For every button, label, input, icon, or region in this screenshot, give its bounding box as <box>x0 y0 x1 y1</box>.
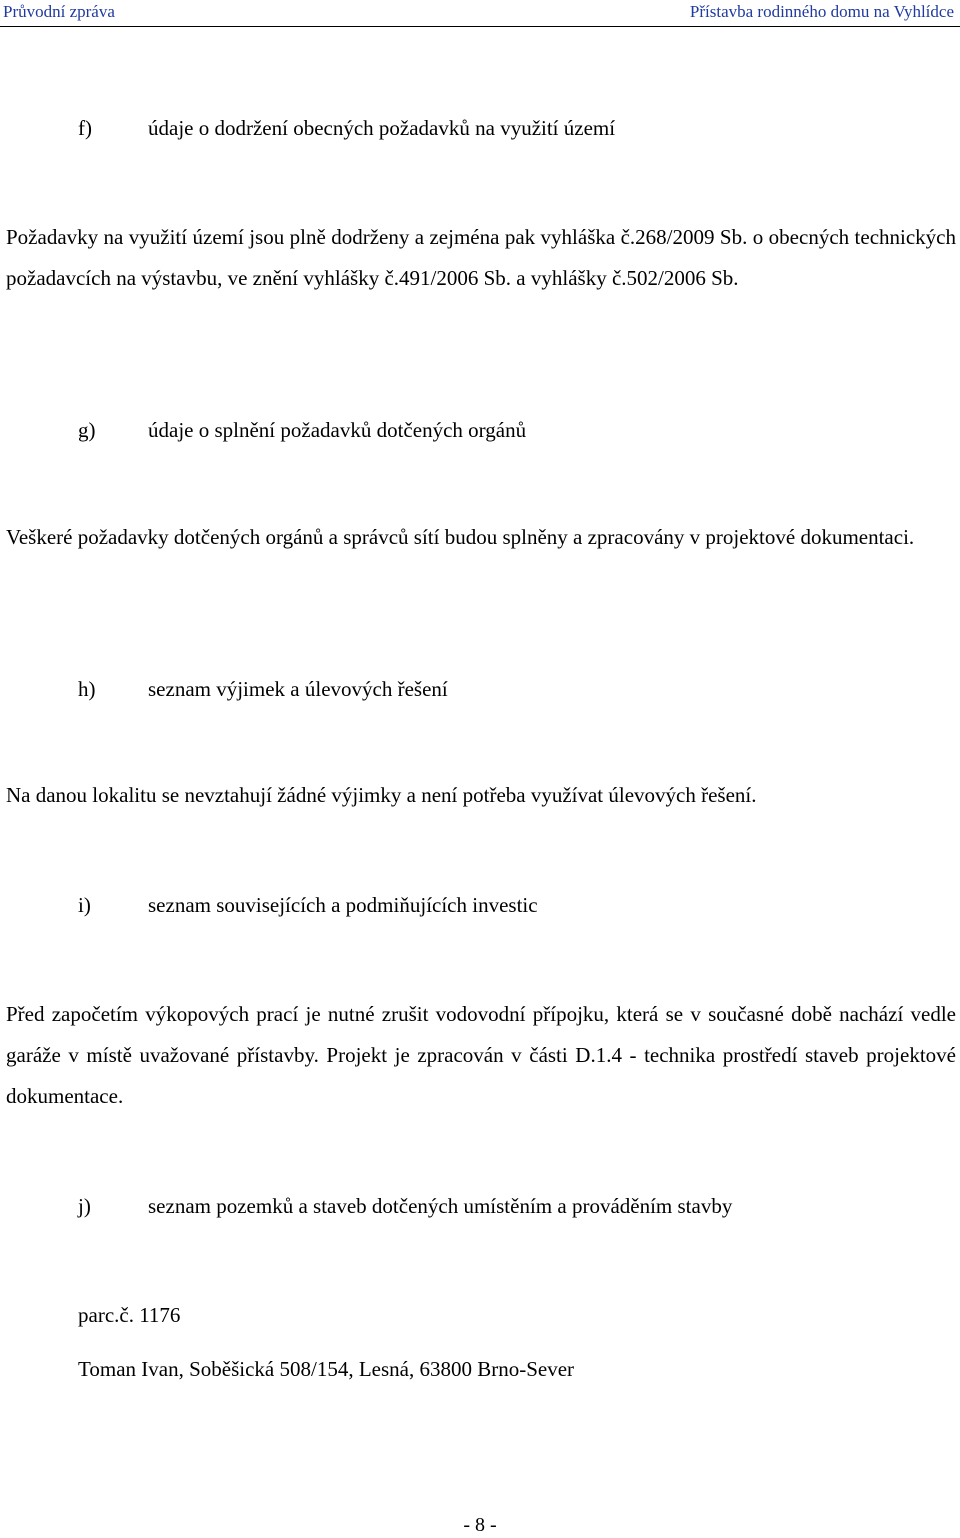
section-body-h: Na danou lokalitu se nevztahují žádné výjimky a není potřeba využívat úlevových řešení. <box>6 783 757 807</box>
page-number: - 8 - <box>463 1514 497 1536</box>
parcel-number: parc.č. 1176 <box>78 1303 181 1327</box>
section-letter: f) <box>78 116 92 140</box>
section-body-g: Veškeré požadavky dotčených orgánů a správců sítí budou splněny a zpracovány v projektové dokumentaci. <box>6 525 915 549</box>
section-title: údaje o splnění požadavků dotčených orgánů <box>148 418 527 442</box>
section-body-f: Požadavky na využití území jsou plně dodrženy a zejména pak vyhláška č.268/2009 Sb. o obecných technických požadavcích na výstavbu, ve znění vyhlášky č.491/2006 Sb. a vyhlášky č.502/2006 Sb. <box>6 225 956 290</box>
section-letter: j) <box>78 1194 91 1218</box>
header-project-title: Přístavba rodinného domu na Vyhlídce <box>689 2 954 21</box>
section-title: seznam pozemků a staveb dotčených umístěním a prováděním stavby <box>148 1194 733 1218</box>
section-letter: i) <box>78 893 91 917</box>
section-title: seznam výjimek a úlevových řešení <box>148 677 448 701</box>
section-letter: h) <box>78 677 96 701</box>
section-title: seznam souvisejících a podmiňujících investic <box>148 893 538 917</box>
section-title: údaje o dodržení obecných požadavků na využití území <box>148 116 616 140</box>
section-letter: g) <box>78 418 96 442</box>
parcel-owner: Toman Ivan, Soběšická 508/154, Lesná, 63800 Brno-Sever <box>78 1357 575 1381</box>
section-body-i: Před započetím výkopových prací je nutné zrušit vodovodní přípojku, která se v současné době nachází vedle garáže v místě uvažované přístavby. Projekt je zpracován v části D.1.4 - technika prostředí staveb projektové dokumentace. <box>6 1002 956 1108</box>
page-header <box>0 0 960 27</box>
header-document-title: Průvodní zpráva <box>3 2 115 21</box>
